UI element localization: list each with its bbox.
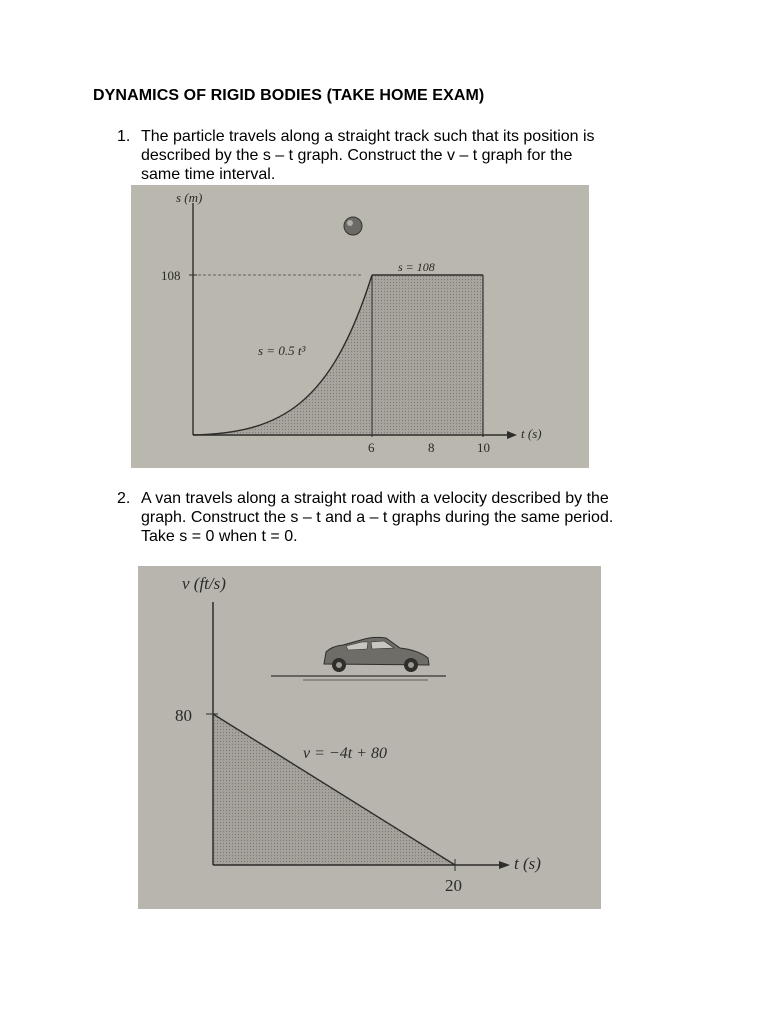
problem-number: 2. [117,490,131,507]
line-equation-label: v = −4t + 80 [303,745,387,762]
problem-text [141,489,701,546]
problem-line: Take s = 0 when t = 0. [141,528,298,545]
y-axis-label: s (m) [176,190,203,205]
exam-title: DYNAMICS OF RIGID BODIES (TAKE HOME EXAM) [93,87,485,104]
problem-text [141,127,701,184]
figure-s-t-graph [131,185,589,468]
y-tick-label: 80 [175,706,192,725]
particle-ball [344,217,362,235]
y-tick-label: 108 [161,268,181,283]
y-axis-label: v (ft/s) [182,574,226,593]
s-t-graph-svg [131,185,589,468]
x-axis-label: t (s) [521,426,542,441]
x-tick-label: 10 [477,440,490,455]
figure-v-t-graph [138,566,601,909]
car-illustration [324,637,429,672]
x-axis-arrow [499,861,510,869]
problem-line: same time interval. [141,166,276,183]
problem-number: 1. [117,128,131,145]
problem-line: graph. Construct the s – t and a – t graphs during the same period. [141,509,614,526]
curve-label: s = 0.5 t³ [258,343,306,358]
shaded-region [193,275,483,435]
x-axis-arrow [507,431,517,439]
problem-1 [117,127,717,187]
x-tick-label: 20 [445,876,462,895]
problem-line: The particle travels along a straight track such that its position is [141,128,595,145]
v-t-graph-svg [138,566,601,909]
flat-line-label: s = 108 [398,260,435,274]
x-tick-label: 6 [368,440,375,455]
x-tick-label: 8 [428,440,435,455]
particle-highlight [347,220,353,226]
problem-line: A van travels along a straight road with a velocity described by the [141,490,609,507]
x-axis-label: t (s) [514,854,541,873]
problem-line: described by the s – t graph. Construct the v – t graph for the [141,147,573,164]
problem-2 [117,489,717,549]
